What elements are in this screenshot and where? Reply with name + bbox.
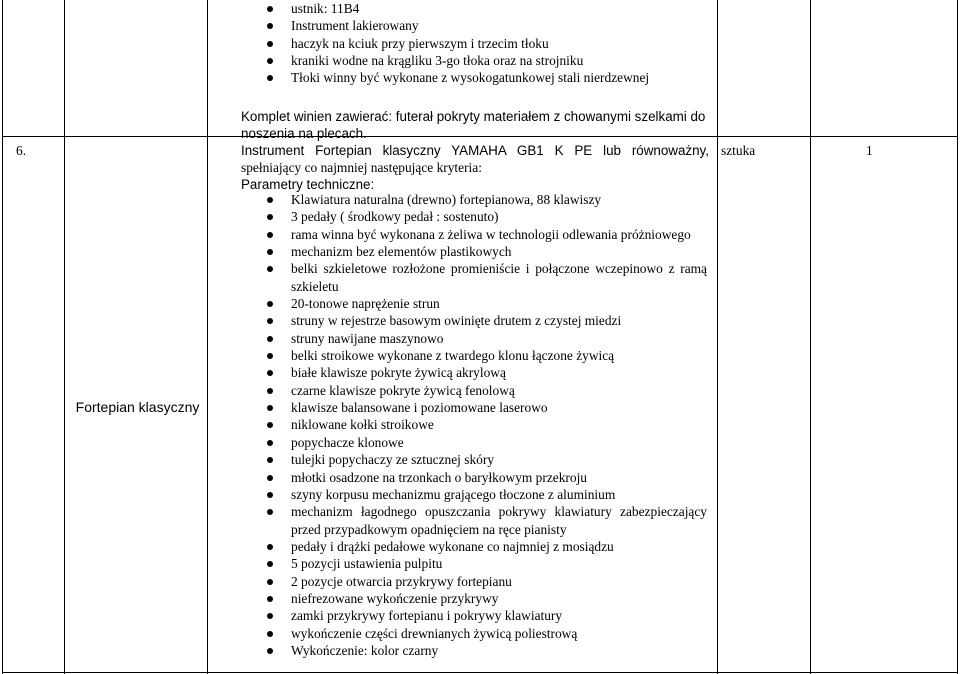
list-item: niefrezowane wykończenie przykrywy	[267, 590, 707, 607]
list-item: ustnik: 11B4	[267, 0, 707, 17]
list-item: belki szkieletowe rozłożone promieniście i połączone wczepinowo z ramą szkieletu	[267, 260, 707, 295]
col-divider-4	[810, 0, 811, 674]
list-item: zamki przykrywy fortepianu i pokrywy klawiatury	[267, 607, 707, 624]
table-border-right	[957, 0, 958, 674]
list-item: struny nawijane maszynowo	[267, 330, 707, 347]
description-word: klasyczny	[382, 143, 441, 158]
list-item: 3 pedały ( środkowy pedał : sostenuto)	[267, 208, 707, 225]
list-item: struny w rejestrze basowym owinięte drutem z czystej miedzi	[267, 312, 707, 329]
list-item: kraniki wodne na krągliku 3-go tłoka oraz na strojniku	[267, 52, 707, 69]
col-divider-1	[64, 0, 65, 674]
description-word: YAMAHA	[451, 143, 507, 158]
description-word: Fortepian	[315, 143, 372, 158]
row-divider	[2, 136, 957, 137]
list-item: 20-tonowe naprężenie strun	[267, 295, 707, 312]
list-item: pedały i drążki pedałowe wykonane co najmniej z mosiądzu	[267, 538, 707, 555]
list-item: wykończenie części drewnianych żywicą poliestrową	[267, 625, 707, 642]
list-item: mechanizm łagodnego opuszczania pokrywy klawiatury zabezpieczający przed przypadkowym opadnięciem na ręce pianisty	[267, 503, 707, 538]
col-divider-3	[717, 0, 718, 674]
list-item: czarne klawisze pokryte żywicą fenolową	[267, 382, 707, 399]
list-item: Tłoki winny być wykonane z wysokogatunkowej stali nierdzewnej	[267, 69, 707, 86]
table-border-left	[2, 0, 3, 674]
list-item: haczyk na kciuk przy pierwszym i trzecim tłoku	[267, 35, 707, 52]
kit-contents-line-2: noszenia na plecach.	[241, 126, 367, 141]
description-line-1	[241, 142, 709, 159]
row-number: 6.	[16, 143, 27, 158]
list-item: rama winna być wykonana z żeliwa w technologii odlewania próżniowego	[267, 226, 707, 243]
list-item: młotki osadzone na trzonkach o baryłkowym przekroju	[267, 469, 707, 486]
list-item: popychacze klonowe	[267, 434, 707, 451]
kit-contents-line-1: Komplet winien zawierać: futerał pokryty materiałem z chowanymi szelkami do	[241, 109, 706, 124]
feature-list	[267, 191, 707, 659]
list-item: klawisze balansowane i poziomowane laserowo	[267, 399, 707, 416]
col-divider-2	[207, 0, 208, 674]
list-item: 2 pozycje otwarcia przykrywy fortepianu	[267, 573, 707, 590]
list-item: Instrument lakierowany	[267, 17, 707, 34]
list-item: niklowane kołki stroikowe	[267, 416, 707, 433]
description-word: Instrument	[241, 143, 305, 158]
description-word: lub	[603, 143, 621, 158]
list-item: tulejki popychaczy ze sztucznej skóry	[267, 451, 707, 468]
description-word: PE	[574, 143, 593, 158]
item-name: Fortepian klasyczny	[75, 399, 200, 415]
list-item: 5 pozycji ustawienia pulpitu	[267, 555, 707, 572]
list-item: szyny korpusu mechanizmu grającego tłoczone z aluminium	[267, 486, 707, 503]
list-item: białe klawisze pokryte żywicą akrylową	[267, 364, 707, 381]
list-item: belki stroikowe wykonane z twardego klonu łączone żywicą	[267, 347, 707, 364]
quantity: 1	[866, 143, 873, 158]
list-item: Klawiatura naturalna (drewno) fortepianowa, 88 klawiszy	[267, 191, 707, 208]
unit: sztuka	[721, 143, 756, 158]
description-word: GB1	[516, 143, 544, 158]
table-border-bottom	[2, 672, 957, 673]
description-word: K	[554, 143, 564, 158]
description-word: równoważny,	[631, 143, 709, 158]
description-line-2: spełniający co najmniej następujące kryteria:	[241, 160, 482, 175]
params-heading: Parametry techniczne:	[241, 177, 375, 192]
previous-row-bullet-list	[267, 0, 707, 87]
list-item: mechanizm bez elementów plastikowych	[267, 243, 707, 260]
list-item: Wykończenie: kolor czarny	[267, 642, 707, 659]
